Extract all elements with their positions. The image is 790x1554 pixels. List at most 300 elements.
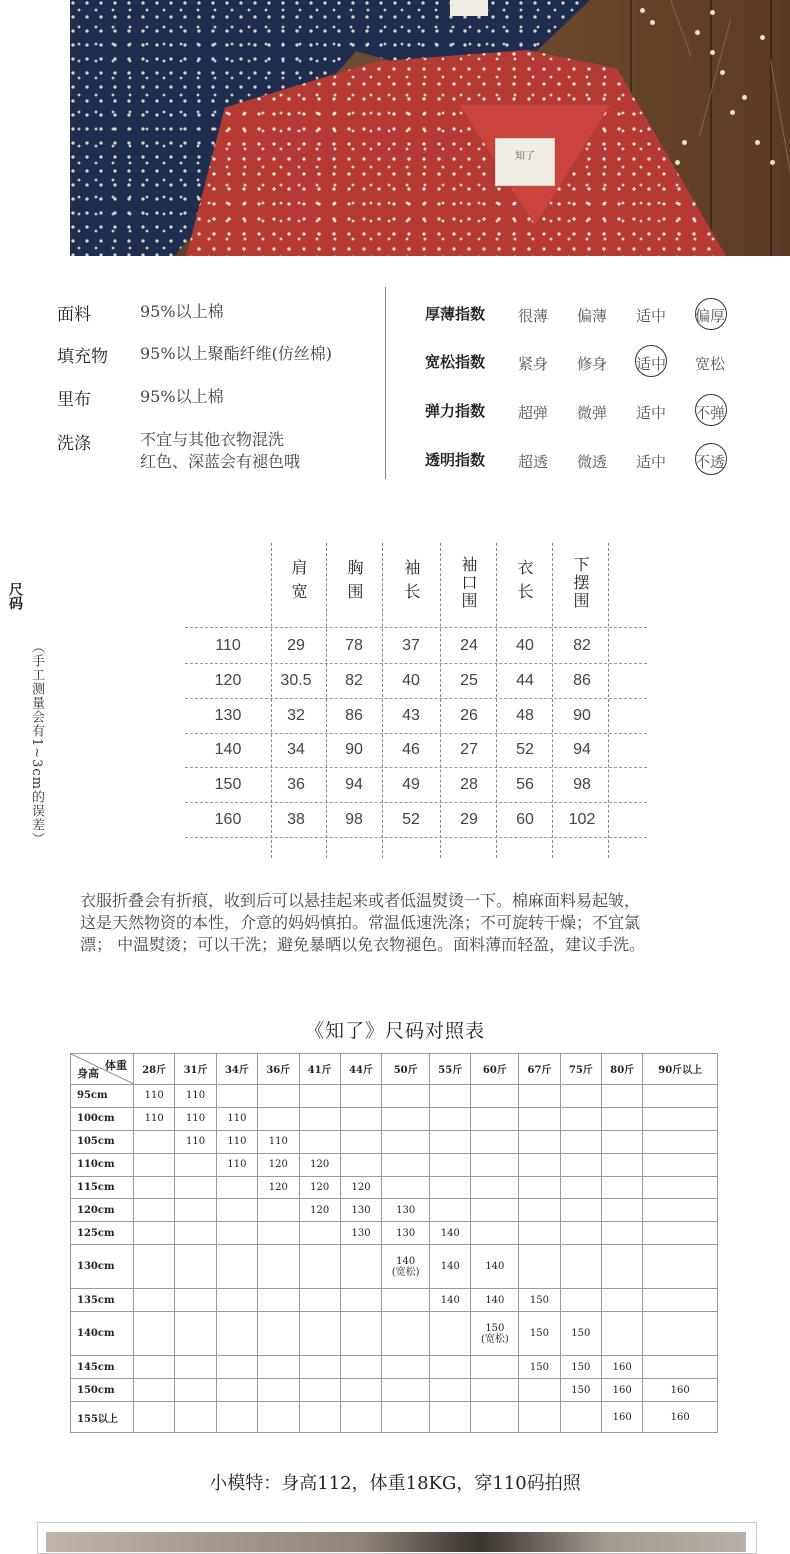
chart-row: [71, 1084, 718, 1107]
size-row: [0, 707, 790, 729]
size-cell: 28: [460, 776, 478, 793]
size-cell: 86: [345, 707, 363, 724]
chart-weight-header: 34斤: [216, 1054, 257, 1085]
chart-cell: [602, 1130, 643, 1153]
care-line: 衣服折叠会有折痕，收到后可以悬挂起来或者低温熨烫一下。棉麻面料易起皱，: [80, 891, 641, 910]
chart-cell: [430, 1379, 471, 1402]
chart-cell: [340, 1289, 381, 1312]
chart-weight-header: 41斤: [299, 1054, 340, 1085]
chart-cell: [340, 1312, 381, 1356]
size-cell: 140: [214, 741, 242, 758]
chart-cell: [340, 1356, 381, 1379]
navy-jacket-tag: [450, 0, 488, 16]
chart-cell: [382, 1153, 430, 1176]
chart-cell: [299, 1130, 340, 1153]
chart-cell: 110: [216, 1153, 257, 1176]
chart-cell: [299, 1084, 340, 1107]
chart-cell: 120: [299, 1176, 340, 1199]
chart-cell: [175, 1289, 216, 1312]
fabric-value-3b: 红色、深蓝会有褪色哦: [140, 452, 301, 471]
chart-cell: [519, 1199, 560, 1222]
fabric-value-2: 95%以上棉: [140, 387, 224, 406]
chart-cell: [560, 1402, 601, 1433]
chart-cell: [471, 1199, 519, 1222]
chart-cell: [340, 1153, 381, 1176]
chart-cell: 110: [134, 1084, 175, 1107]
chart-cell: [602, 1199, 643, 1222]
chart-cell: [643, 1312, 718, 1356]
chart-cell: [134, 1356, 175, 1379]
chart-cell: [602, 1153, 643, 1176]
chart-cell: [602, 1107, 643, 1130]
size-col-header: 下摆围: [571, 556, 590, 610]
size-cell: 29: [287, 637, 305, 654]
care-line: 这是天然物资的本性，介意的妈妈慎拍。常温低速洗涤；不可旋转干燥；不宜氯: [80, 913, 641, 932]
size-cell: 40: [402, 672, 420, 689]
chart-weight-header: 55斤: [430, 1054, 471, 1085]
size-cell: 37: [402, 637, 420, 654]
chart-cell: 160: [643, 1402, 718, 1433]
index-label-transparency: 透明指数: [425, 451, 486, 469]
chart-cell: [471, 1084, 519, 1107]
size-cell: 34: [287, 741, 305, 758]
selected-circle: [695, 394, 727, 426]
chart-cell: [134, 1130, 175, 1153]
chart-cell: [382, 1289, 430, 1312]
chart-cell: [602, 1222, 643, 1245]
size-row: [0, 741, 790, 763]
size-cell: 26: [460, 707, 478, 724]
chart-cell: [430, 1356, 471, 1379]
chart-row: [71, 1153, 718, 1176]
fabric-label-1: 填充物: [57, 347, 108, 367]
chart-cell: [175, 1245, 216, 1289]
fabric-value-1: 95%以上聚酯纤维(仿丝棉): [140, 344, 333, 363]
chart-weight-header: 90斤以上: [643, 1054, 718, 1085]
chart-cell: [299, 1289, 340, 1312]
chart-cell: [471, 1130, 519, 1153]
chart-cell: [175, 1199, 216, 1222]
chart-cell: 120: [340, 1176, 381, 1199]
chart-cell: [519, 1222, 560, 1245]
chart-cell: [430, 1153, 471, 1176]
chart-cell: [134, 1176, 175, 1199]
size-cell: 90: [345, 741, 363, 758]
care-instructions: [80, 890, 720, 956]
chart-cell: 120: [299, 1153, 340, 1176]
clothing-label-tag: [495, 138, 555, 186]
chart-cell: [340, 1107, 381, 1130]
tag-text: 知了: [515, 151, 535, 162]
chart-cell: 110: [216, 1130, 257, 1153]
chart-cell: 130: [340, 1199, 381, 1222]
chart-height-header: 155以上: [71, 1402, 134, 1433]
chart-cell: [430, 1312, 471, 1356]
size-col-header: 胸围: [345, 559, 364, 607]
chart-cell: 110: [216, 1107, 257, 1130]
index-option-selected: 不弹: [694, 404, 725, 422]
chart-cell: [175, 1222, 216, 1245]
chart-height-header: 125cm: [71, 1222, 134, 1245]
chart-corner-cell: [71, 1054, 134, 1085]
chart-cell: [299, 1379, 340, 1402]
size-row: [0, 776, 790, 798]
chart-cell: [471, 1176, 519, 1199]
chart-cell: 140: [471, 1289, 519, 1312]
chart-row: [71, 1356, 718, 1379]
size-col-header: 肩宽: [289, 559, 308, 607]
grid-line: [185, 802, 647, 804]
chart-row: [71, 1289, 718, 1312]
chart-cell: [471, 1402, 519, 1433]
chart-cell: 110: [175, 1084, 216, 1107]
chart-cell: 160: [602, 1379, 643, 1402]
index-option: 超透: [517, 453, 548, 471]
size-cell: 25: [460, 672, 478, 689]
chart-cell: [560, 1084, 601, 1107]
index-option: 宽松: [694, 355, 725, 373]
chart-height-header: 135cm: [71, 1289, 134, 1312]
chart-cell: 150: [519, 1289, 560, 1312]
size-cell: 102: [568, 811, 596, 828]
index-option: 超弹: [517, 404, 548, 422]
chart-cell: [175, 1356, 216, 1379]
chart-cell: [216, 1084, 257, 1107]
chart-row: [71, 1402, 718, 1433]
chart-cell: [216, 1176, 257, 1199]
size-col-header: 袖长: [402, 559, 421, 607]
chart-cell: [602, 1084, 643, 1107]
size-cell: 98: [573, 776, 591, 793]
chart-cell: [258, 1289, 299, 1312]
chart-cell: [382, 1130, 430, 1153]
chart-cell: [382, 1176, 430, 1199]
chart-cell: [382, 1312, 430, 1356]
size-cell: 150: [214, 776, 242, 793]
size-cell: 27: [460, 741, 478, 758]
divider: [385, 287, 386, 479]
chart-cell: [175, 1312, 216, 1356]
size-col-header: 袖口围: [459, 556, 478, 610]
size-cell: 60: [516, 811, 534, 828]
chart-cell: [258, 1312, 299, 1356]
chart-cell: [216, 1402, 257, 1433]
size-cell: 78: [345, 637, 363, 654]
chart-cell: [216, 1222, 257, 1245]
size-cell: 82: [345, 672, 363, 689]
chart-cell: 140: [430, 1222, 471, 1245]
fabric-label-0: 面料: [57, 305, 91, 325]
chart-cell: [560, 1199, 601, 1222]
chart-weight-header: 31斤: [175, 1054, 216, 1085]
chart-weight-header: 75斤: [560, 1054, 601, 1085]
grid-line: [185, 627, 647, 629]
size-cell: 90: [573, 707, 591, 724]
chart-cell: [340, 1379, 381, 1402]
chart-height-header: 145cm: [71, 1356, 134, 1379]
chart-cell: 150: [519, 1356, 560, 1379]
grid-line: [185, 733, 647, 735]
chart-cell: [175, 1402, 216, 1433]
chart-cell: [134, 1245, 175, 1289]
chart-cell: [382, 1402, 430, 1433]
size-cell: 29: [460, 811, 478, 828]
chart-cell: [643, 1222, 718, 1245]
product-photo: [70, 0, 790, 256]
index-option: 很薄: [517, 307, 548, 325]
size-row: [0, 637, 790, 659]
chart-cell: [643, 1130, 718, 1153]
chart-cell: [134, 1289, 175, 1312]
size-cell: 38: [287, 811, 305, 828]
size-row: [0, 811, 790, 833]
chart-cell: [519, 1153, 560, 1176]
chart-row: [71, 1245, 718, 1289]
index-label-elasticity: 弹力指数: [425, 402, 486, 420]
size-cell: 24: [460, 637, 478, 654]
size-cell: 36: [287, 776, 305, 793]
chart-weight-header: 60斤: [471, 1054, 519, 1085]
size-section-title: 尺码: [7, 582, 23, 610]
chart-cell: [430, 1199, 471, 1222]
size-chart-table: [70, 1053, 718, 1433]
chart-cell: [602, 1245, 643, 1289]
selected-circle: [635, 345, 667, 377]
chart-cell: [560, 1130, 601, 1153]
chart-cell: 140: [430, 1289, 471, 1312]
chart-cell: 130: [340, 1222, 381, 1245]
chart-height-header: 115cm: [71, 1176, 134, 1199]
chart-cell: [471, 1107, 519, 1130]
chart-height-header: 95cm: [71, 1084, 134, 1107]
chart-cell: [471, 1356, 519, 1379]
size-cell: 56: [516, 776, 534, 793]
chart-cell: 140: [430, 1245, 471, 1289]
chart-height-header: 100cm: [71, 1107, 134, 1130]
chart-cell: [175, 1379, 216, 1402]
chart-cell: [519, 1130, 560, 1153]
chart-cell: [382, 1379, 430, 1402]
chart-cell: [560, 1289, 601, 1312]
chart-cell: 110: [134, 1107, 175, 1130]
chart-cell: 150 (宽松): [471, 1312, 519, 1356]
chart-cell: [134, 1379, 175, 1402]
size-cell: 98: [345, 811, 363, 828]
chart-cell: [643, 1199, 718, 1222]
chart-cell: [382, 1107, 430, 1130]
chart-cell: [175, 1176, 216, 1199]
chart-cell: [340, 1245, 381, 1289]
chart-row: [71, 1107, 718, 1130]
chart-cell: [216, 1356, 257, 1379]
chart-cell: [175, 1153, 216, 1176]
chart-cell: [258, 1245, 299, 1289]
chart-cell: 160: [643, 1379, 718, 1402]
chart-cell: [643, 1245, 718, 1289]
chart-cell: [560, 1245, 601, 1289]
size-cell: 52: [516, 741, 534, 758]
size-chart-title: 《知了》尺码对照表: [304, 1020, 485, 1042]
size-cell: 110: [215, 637, 241, 654]
chart-cell: [560, 1107, 601, 1130]
chart-cell: [299, 1222, 340, 1245]
chart-row: [71, 1222, 718, 1245]
chart-cell: [299, 1312, 340, 1356]
chart-cell: [471, 1153, 519, 1176]
chart-cell: [471, 1379, 519, 1402]
chart-cell: [340, 1402, 381, 1433]
chart-cell: 140 (宽松): [382, 1245, 430, 1289]
chart-weight-header: 67斤: [519, 1054, 560, 1085]
chart-cell: 110: [258, 1130, 299, 1153]
chart-cell: 130: [382, 1199, 430, 1222]
chart-cell: [430, 1130, 471, 1153]
selected-circle: [695, 443, 727, 475]
chart-height-header: 105cm: [71, 1130, 134, 1153]
size-cell: 48: [516, 707, 534, 724]
grid-line: [185, 767, 647, 769]
chart-cell: [471, 1222, 519, 1245]
chart-cell: [560, 1176, 601, 1199]
chart-cell: 110: [175, 1107, 216, 1130]
size-cell: 49: [402, 776, 420, 793]
size-cell: 40: [516, 637, 534, 654]
index-option-selected: 不透: [694, 453, 725, 471]
size-cell: 30.5: [280, 672, 312, 689]
chart-cell: [216, 1245, 257, 1289]
chart-cell: [519, 1084, 560, 1107]
size-cell: 160: [214, 811, 242, 828]
chart-height-header: 120cm: [71, 1199, 134, 1222]
chart-cell: 150: [560, 1356, 601, 1379]
index-label-thickness: 厚薄指数: [425, 305, 486, 323]
size-cell: 43: [402, 707, 420, 724]
chart-cell: [519, 1402, 560, 1433]
chart-cell: [382, 1356, 430, 1379]
index-option: 适中: [635, 404, 666, 422]
chart-cell: [602, 1312, 643, 1356]
chart-height-header: 140cm: [71, 1312, 134, 1356]
chart-cell: [430, 1084, 471, 1107]
chart-cell: [134, 1199, 175, 1222]
chart-cell: [519, 1176, 560, 1199]
chart-height-header: 150cm: [71, 1379, 134, 1402]
grid-line: [185, 663, 647, 665]
chart-weight-header: 80斤: [602, 1054, 643, 1085]
chart-cell: [258, 1222, 299, 1245]
chart-cell: [258, 1084, 299, 1107]
chart-cell: [602, 1289, 643, 1312]
size-cell: 44: [516, 672, 534, 689]
chart-cell: [519, 1379, 560, 1402]
chart-weight-header: 28斤: [134, 1054, 175, 1085]
chart-cell: [519, 1107, 560, 1130]
chart-weight-header: 44斤: [340, 1054, 381, 1085]
index-option: 微透: [576, 453, 607, 471]
size-cell: 32: [287, 707, 305, 724]
size-col-header: 衣长: [515, 559, 534, 607]
fabric-value-0: 95%以上棉: [140, 302, 224, 321]
fabric-label-2: 里布: [57, 390, 91, 410]
chart-cell: [519, 1245, 560, 1289]
chart-cell: [258, 1402, 299, 1433]
size-cell: 130: [214, 707, 242, 724]
care-line: 漂； 中温熨烫；可以干洗；避免暴晒以免衣物褪色。面料薄而轻盈，建议手洗。: [80, 935, 646, 954]
chart-cell: [258, 1356, 299, 1379]
chart-cell: [299, 1402, 340, 1433]
chart-cell: 110: [175, 1130, 216, 1153]
size-cell: 94: [345, 776, 363, 793]
chart-cell: [134, 1312, 175, 1356]
chart-row: [71, 1199, 718, 1222]
chart-height-header: 130cm: [71, 1245, 134, 1289]
size-cell: 82: [573, 637, 591, 654]
fabric-value-3a: 不宜与其他衣物混洗: [140, 430, 285, 449]
chart-cell: [560, 1153, 601, 1176]
chart-cell: [340, 1084, 381, 1107]
index-option: 适中: [635, 307, 666, 325]
index-option: 微弹: [576, 404, 607, 422]
index-option-selected: 偏厚: [694, 307, 725, 325]
index-label-fit: 宽松指数: [425, 353, 486, 371]
size-cell: 46: [402, 741, 420, 758]
chart-cell: [216, 1312, 257, 1356]
chart-cell: 160: [602, 1356, 643, 1379]
chart-cell: 160: [602, 1402, 643, 1433]
index-option: 紧身: [517, 355, 548, 373]
chart-row: [71, 1130, 718, 1153]
chart-cell: 150: [560, 1379, 601, 1402]
chart-cell: [430, 1107, 471, 1130]
chart-cell: [643, 1289, 718, 1312]
chart-weight-header: 36斤: [258, 1054, 299, 1085]
size-cell: 120: [214, 672, 242, 689]
chart-cell: [216, 1379, 257, 1402]
grid-line: [185, 837, 647, 839]
chart-cell: 120: [299, 1199, 340, 1222]
index-option: 偏薄: [576, 307, 607, 325]
chart-cell: [643, 1153, 718, 1176]
bottom-photo: [46, 1532, 746, 1552]
chart-cell: 120: [258, 1176, 299, 1199]
chart-cell: [216, 1199, 257, 1222]
index-option: 适中: [635, 453, 666, 471]
chart-weight-header: 50斤: [382, 1054, 430, 1085]
chart-cell: 140: [471, 1245, 519, 1289]
chart-cell: [643, 1084, 718, 1107]
chart-cell: [258, 1379, 299, 1402]
chart-height-header: 110cm: [71, 1153, 134, 1176]
chart-cell: [340, 1130, 381, 1153]
chart-cell: 120: [258, 1153, 299, 1176]
size-measurement-note: （手工测量会有1~3cm的误差）: [29, 640, 44, 847]
chart-cell: [382, 1084, 430, 1107]
chart-cell: [216, 1289, 257, 1312]
fabric-label-3: 洗涤: [57, 434, 91, 454]
chart-cell: 150: [560, 1312, 601, 1356]
index-option-selected: 适中: [635, 355, 666, 373]
chart-cell: [299, 1107, 340, 1130]
chart-cell: 150: [519, 1312, 560, 1356]
chart-cell: [134, 1222, 175, 1245]
chart-cell: [258, 1199, 299, 1222]
size-cell: 94: [573, 741, 591, 758]
chart-cell: [299, 1245, 340, 1289]
chart-cell: [560, 1222, 601, 1245]
grid-line: [185, 698, 647, 700]
chart-row: [71, 1379, 718, 1402]
chart-cell: [134, 1153, 175, 1176]
